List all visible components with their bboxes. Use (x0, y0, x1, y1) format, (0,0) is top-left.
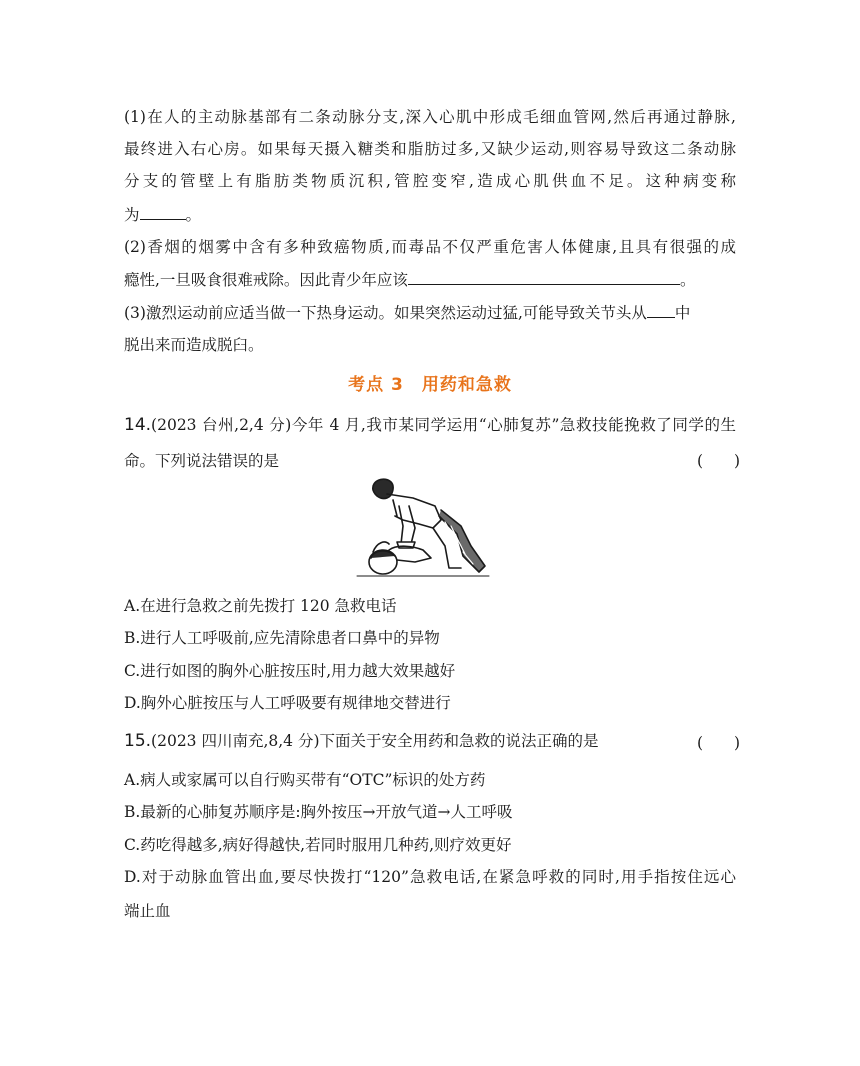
q15-option-b[interactable]: B.最新的心肺复苏顺序是:胸外按压→开放气道→人工呼吸 (124, 803, 513, 821)
q15-option-c[interactable]: C.药吃得越多,病好得越快,若同时服用几种药,则疗效更好 (124, 836, 512, 854)
part1-line-2: 最终进入右心房。如果每天摄入糖类和脂肪过多,又缺少运动,则容易导致这二条动脉 (124, 140, 736, 158)
q15-option-d[interactable]: D.对于动脉血管出血,要尽快拨打“120”急救电话,在紧急呼救的同时,用手指按住远心 (124, 868, 736, 886)
part1-line-1: (1)在人的主动脉基部有二条动脉分支,深入心肌中形成毛细血管网,然后再通过静脉, (124, 108, 736, 126)
part1-line-4 (124, 204, 201, 225)
q14-option-c[interactable]: C.进行如图的胸外心脏按压时,用力越大效果越好 (124, 662, 456, 680)
q14-stem-line-2: 命。下列说法错误的是 (124, 452, 280, 470)
answer-blank-3[interactable] (647, 302, 675, 318)
part2-line-2 (124, 269, 695, 290)
cpr-illustration (353, 476, 493, 580)
q14-option-d[interactable]: D.胸外心脏按压与人工呼吸要有规律地交替进行 (124, 694, 451, 712)
part2-line-2-prefix: 瘾性,一旦吸食很难戒除。因此青少年应该 (124, 271, 408, 289)
part3-line-1-prefix: (3)激烈运动前应适当做一下热身运动。如果突然运动过猛,可能导致关节头从 (124, 304, 647, 322)
section-title: 考点 3 用药和急救 (348, 375, 512, 395)
part3-line-1-suffix: 中 (674, 304, 691, 322)
part1-line-4-prefix: 为 (124, 206, 140, 224)
part1-line-3: 分支的管壁上有脂肪类物质沉积,管腔变窄,造成心肌供血不足。这种病变称 (124, 172, 736, 190)
part2-line-1: (2)香烟的烟雾中含有多种致癌物质,而毒品不仅严重危害人体健康,且具有很强的成 (124, 238, 736, 256)
q14-option-b[interactable]: B.进行人工呼吸前,应先清除患者口鼻中的异物 (124, 629, 440, 647)
q14-option-a[interactable]: A.在进行急救之前先拨打 120 急救电话 (124, 597, 397, 615)
answer-blank-2[interactable] (408, 269, 680, 285)
q14-number: 14. (124, 415, 152, 435)
q14-stem-line-1 (124, 415, 736, 435)
q15-stem (124, 731, 599, 751)
part1-line-4-suffix: 。 (185, 206, 202, 224)
q15-option-d-line-2: 端止血 (124, 902, 171, 920)
q15-option-a[interactable]: A.病人或家属可以自行购买带有“OTC”标识的处方药 (124, 771, 486, 789)
part3-line-1 (124, 302, 690, 323)
part2-line-2-suffix: 。 (679, 271, 696, 289)
q15-number: 15. (124, 731, 152, 751)
q15-answer-paren[interactable]: ( ) (697, 734, 741, 752)
answer-blank-1[interactable] (140, 204, 186, 220)
q15-stem-text: (2023 四川南充,8,4 分)下面关于安全用药和急救的说法正确的是 (151, 732, 599, 750)
q14-stem-text: (2023 台州,2,4 分)今年 4 月,我市某同学运用“心肺复苏”急救技能挽救了同学的生 (151, 416, 736, 434)
part3-line-2: 脱出来而造成脱臼。 (124, 336, 264, 354)
q14-answer-paren[interactable]: ( ) (697, 452, 741, 470)
